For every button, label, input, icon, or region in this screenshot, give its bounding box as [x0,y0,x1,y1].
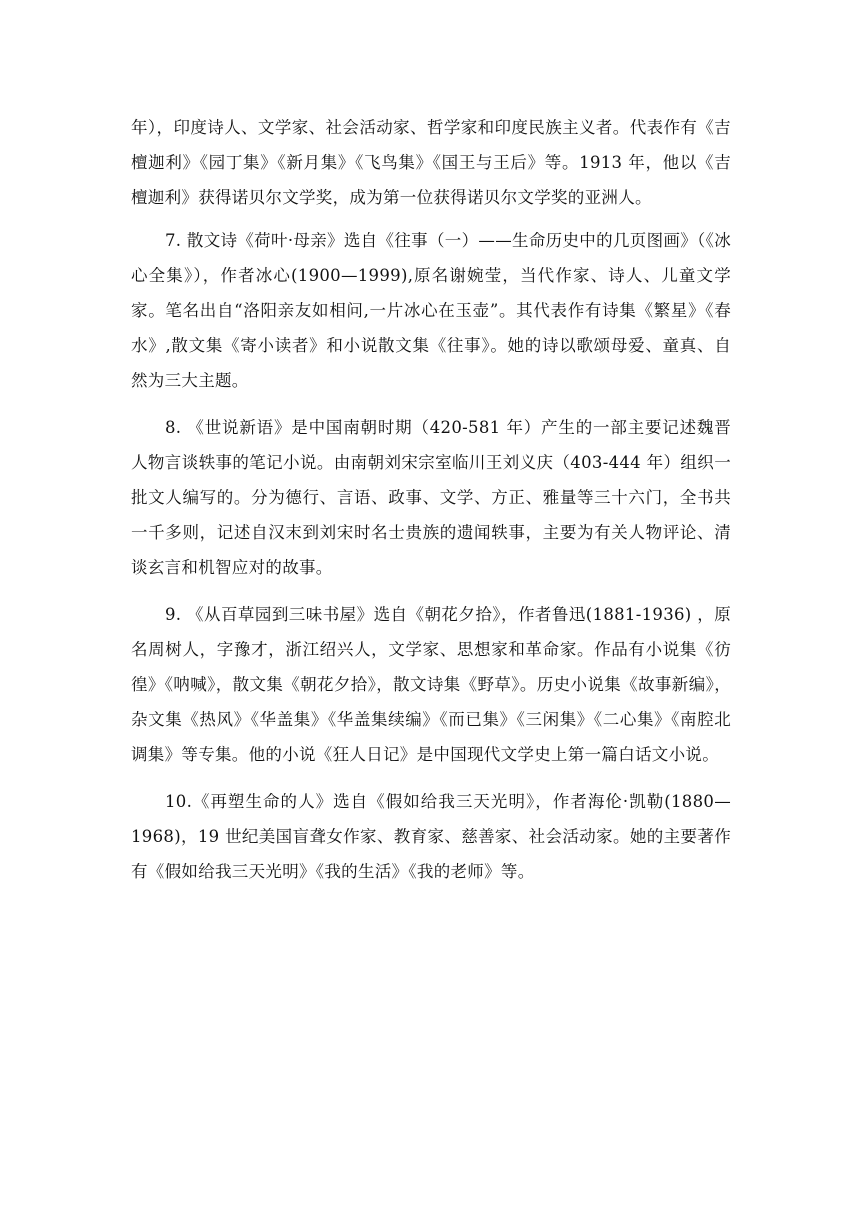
paragraph-8-shishuo-xinyu: 8. 《世说新语》是中国南朝时期（420-581 年）产生的一部主要记述魏晋人物言谈轶事的笔记小说。由南朝刘宋宗室临川王刘义庆（403-444 年）组织一批文人编写的。分为德行、言语、政事、文学、方正、雅量等三十六门，全书共一千多则，记述自汉末到刘宋时名士贵族的遗闻轶事，主要为有关人物评论、清谈玄言和机智应对的故事。 [131,418,731,577]
paragraph-7-bingxin: 7. 散文诗《荷叶·母亲》选自《往事（一）——生命历史中的几页图画》（《冰心全集》），作者冰心(1900—1999),原名谢婉莹，当代作家、诗人、儿童文学家。笔名出自“洛阳亲友如相问,一片冰心在玉壶”。其代表作有诗集《繁星》《春水》,散文集《寄小读者》和小说散文集《往事》。她的诗以歌颂母爱、童真、自然为三大主题。 [131,231,731,390]
document-page [131,110,731,901]
paragraph-tagore-continued: 年），印度诗人、文学家、社会活动家、哲学家和印度民族主义者。代表作有《吉檀迦利》《园丁集》《新月集》《飞鸟集》《国王与王后》等。1913 年，他以《吉檀迦利》获得诺贝尔文学奖，成为第一位获得诺贝尔文学奖的亚洲人。 [131,118,731,207]
paragraph-9-luxun: 9. 《从百草园到三味书屋》选自《朝花夕拾》，作者鲁迅(1881-1936) ，原名周树人，字豫才，浙江绍兴人，文学家、思想家和革命家。作品有小说集《彷徨》《呐喊》，散文集《朝花夕拾》，散文诗集《野草》。历史小说集《故事新编》，杂文集《热风》《华盖集》《华盖集续编》《而已集》《三闲集》《二心集》《南腔北调集》等专集。他的小说《狂人日记》是中国现代文学史上第一篇白话文小说。 [131,605,731,764]
paragraph-10-helen-keller: 10.《再塑生命的人》选自《假如给我三天光明》，作者海伦·凯勒(1880—1968)，19 世纪美国盲聋女作家、教育家、慈善家、社会活动家。她的主要著作有《假如给我三天光明》《我的生活》《我的老师》等。 [131,792,731,881]
